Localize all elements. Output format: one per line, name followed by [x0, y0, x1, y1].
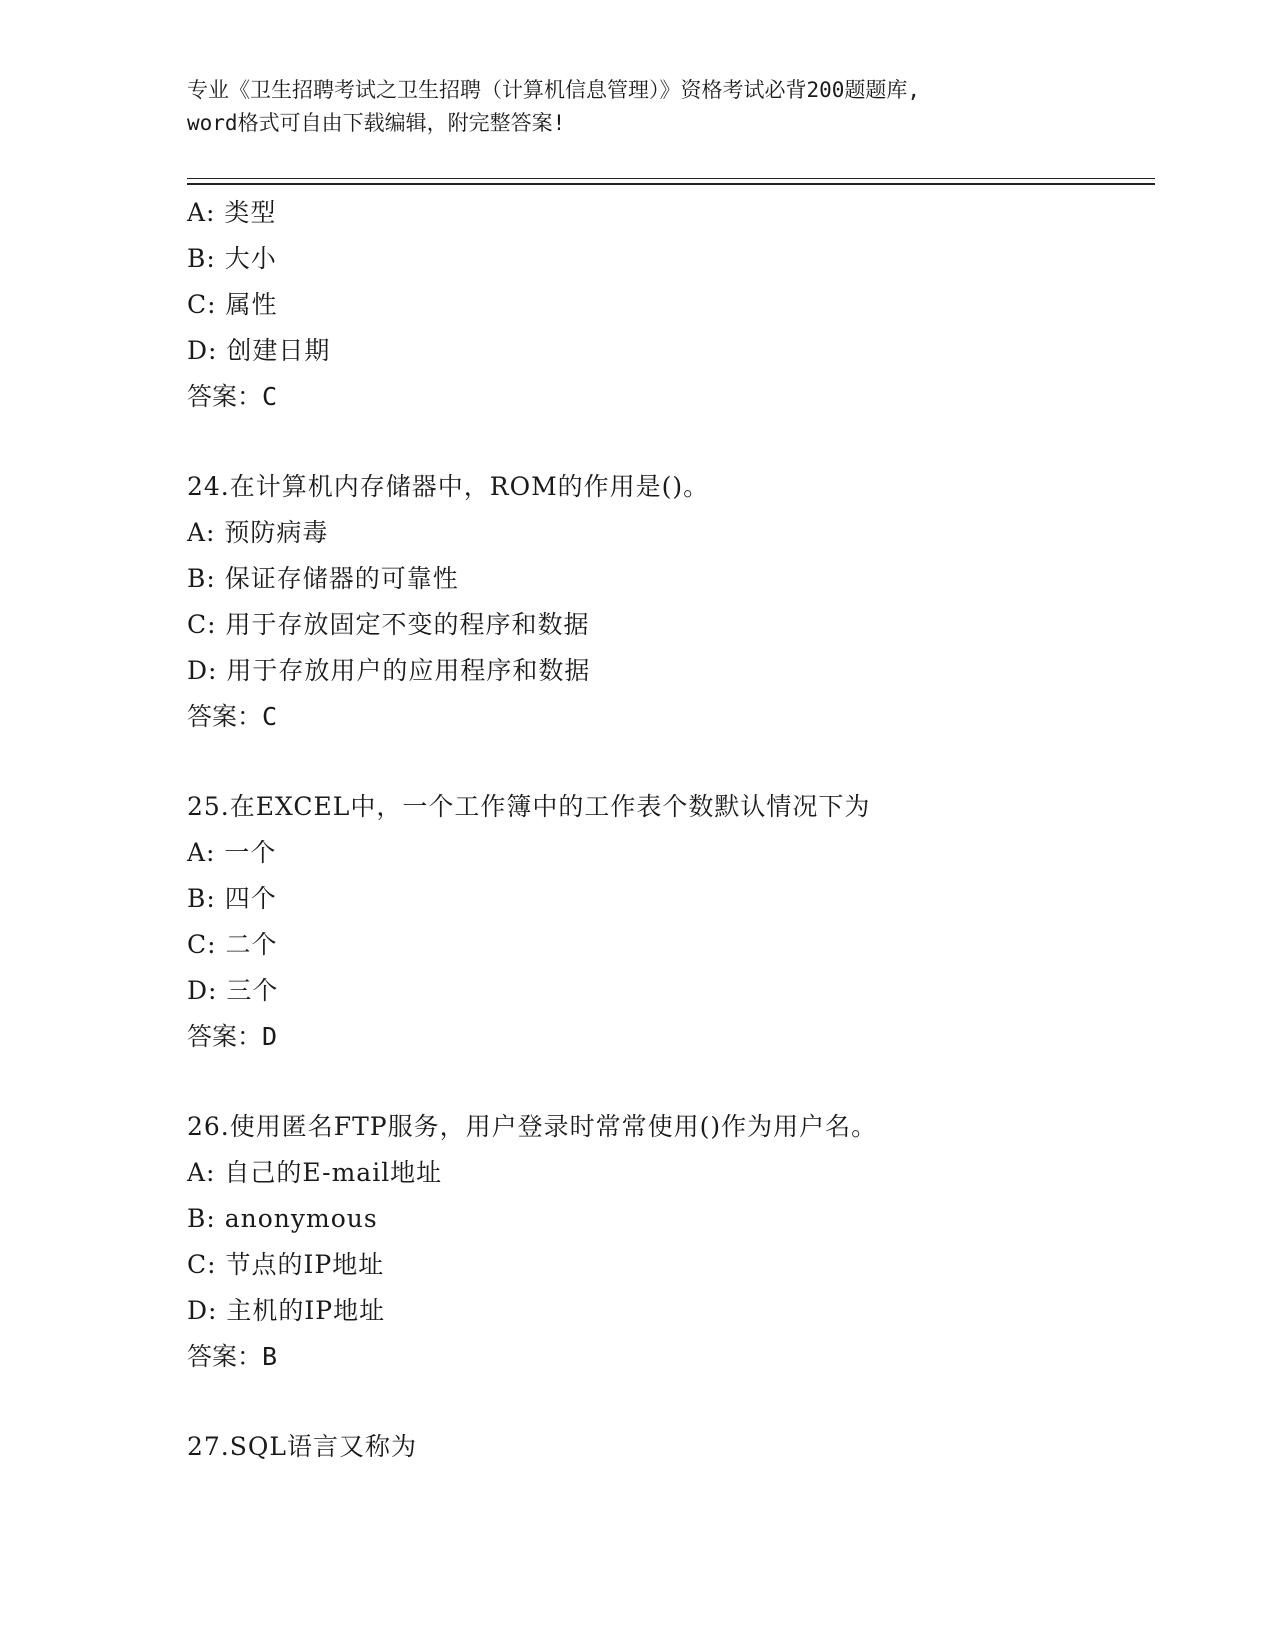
answer-line: 答案：D — [187, 1022, 278, 1051]
question-text: 26.使用匿名FTP服务，用户登录时常常使用()作为用户名。 — [187, 1112, 878, 1141]
question-23-continued — [187, 190, 1155, 420]
question-list — [187, 190, 1155, 1470]
option-d: D: 创建日期 — [187, 336, 331, 365]
option-d: D: 用于存放用户的应用程序和数据 — [187, 656, 591, 685]
question-text: 27.SQL语言又称为 — [187, 1432, 417, 1461]
option-d: D: 主机的IP地址 — [187, 1296, 386, 1325]
option-c: C: 用于存放固定不变的程序和数据 — [187, 610, 590, 639]
answer-line: 答案：B — [187, 1342, 278, 1371]
document-header — [187, 74, 1087, 140]
option-c: C: 节点的IP地址 — [187, 1250, 385, 1279]
question-27 — [187, 1424, 1155, 1470]
option-b: B: 保证存储器的可靠性 — [187, 564, 459, 593]
header-divider-thick — [187, 183, 1155, 185]
option-b: B: 四个 — [187, 884, 277, 913]
option-c: C: 属性 — [187, 290, 278, 319]
question-24 — [187, 464, 1155, 740]
option-d: D: 三个 — [187, 976, 279, 1005]
option-a: A: 自己的E-mail地址 — [187, 1158, 443, 1187]
answer-line: 答案：C — [187, 702, 278, 731]
option-a: A: 预防病毒 — [187, 518, 329, 547]
header-line-2: word格式可自由下载编辑，附完整答案! — [187, 111, 566, 135]
header-divider-thin — [187, 178, 1155, 179]
question-25 — [187, 784, 1155, 1060]
header-line-1: 专业《卫生招聘考试之卫生招聘（计算机信息管理）》资格考试必背200题题库, — [187, 78, 921, 102]
question-text: 25.在EXCEL中，一个工作簿中的工作表个数默认情况下为 — [187, 792, 871, 821]
answer-line: 答案：C — [187, 382, 278, 411]
option-a: A: 一个 — [187, 838, 277, 867]
option-b: B: 大小 — [187, 244, 277, 273]
option-c: C: 二个 — [187, 930, 278, 959]
question-26 — [187, 1104, 1155, 1380]
option-b: B: anonymous — [187, 1204, 378, 1233]
option-a: A: 类型 — [187, 198, 277, 227]
question-text: 24.在计算机内存储器中，ROM的作用是()。 — [187, 472, 710, 501]
